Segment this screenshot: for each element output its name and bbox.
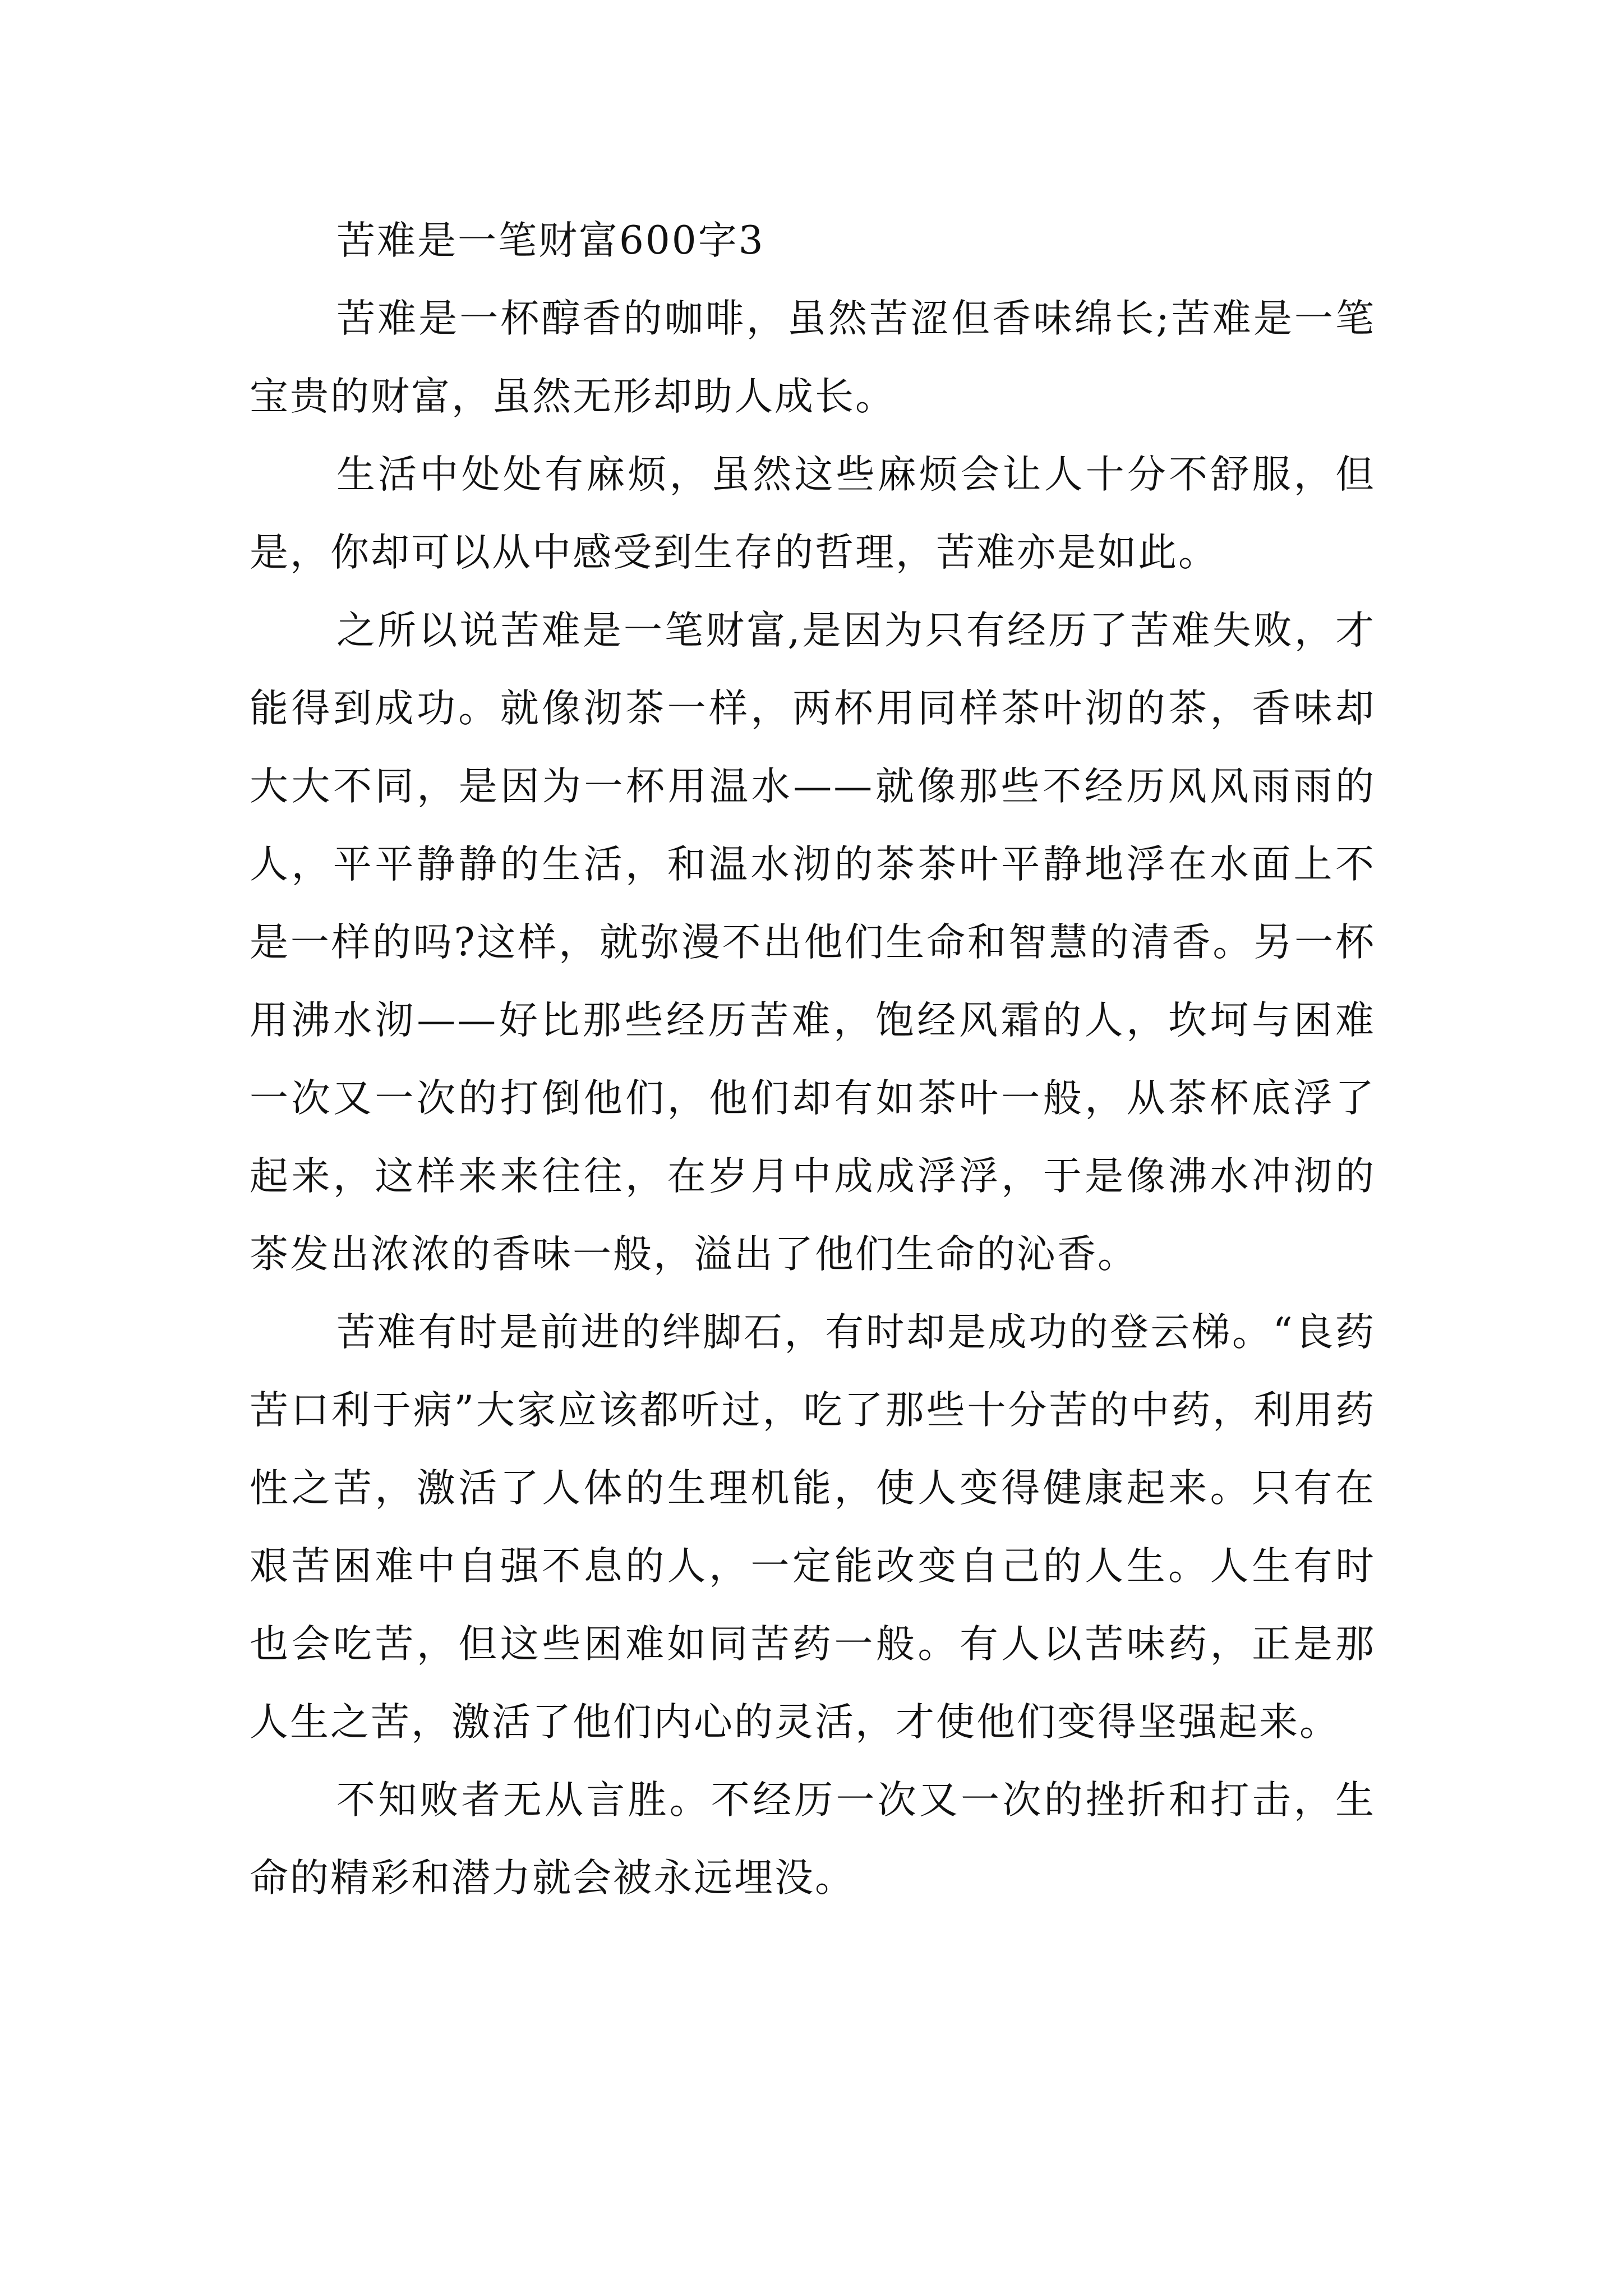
paragraph-5: 不知败者无从言胜。不经历一次又一次的挫折和打击，生命的精彩和潜力就会被永远埋没。 [250,1778,1376,1901]
paragraph-2: 生活中处处有麻烦，虽然这些麻烦会让人十分不舒服，但是，你却可以从中感受到生存的哲理，苦难亦是如此。 [250,452,1376,575]
paragraph-1: 苦难是一杯醇香的咖啡，虽然苦涩但香味绵长;苦难是一笔宝贵的财富，虽然无形却助人成长。 [250,296,1376,419]
paragraph-3: 之所以说苦难是一笔财富,是因为只有经历了苦难失败，才能得到成功。就像沏茶一样，两杯用同样茶叶沏的茶，香味却大大不同，是因为一杯用温水——就像那些不经历风风雨雨的人，平平静静的生活，和温水沏的茶茶叶平静地浮在水面上不是一样的吗?这样，就弥漫不出他们生命和智慧的清香。另一杯用沸水沏——好比那些经历苦难，饱经风霜的人，坎坷与困难一次又一次的打倒他们，他们却有如茶叶一般，从茶杯底浮了起来，这样来来往往，在岁月中成成浮浮，于是像沸水冲沏的茶发出浓浓的香味一般，溢出了他们生命的沁香。 [250,608,1376,1277]
document-title: 苦难是一笔财富600字3 [336,218,765,263]
document-body [250,202,1376,1917]
paragraph-4: 苦难有时是前进的绊脚石，有时却是成功的登云梯。“良药苦口利于病”大家应该都听过，吃了那些十分苦的中药，利用药性之苦，激活了人体的生理机能，使人变得健康起来。只有在艰苦困难中自强不息的人，一定能改变自己的人生。人生有时也会吃苦，但这些困难如同苦药一般。有人以苦味药，正是那人生之苦，激活了他们内心的灵活，才使他们变得坚强起来。 [250,1310,1376,1745]
